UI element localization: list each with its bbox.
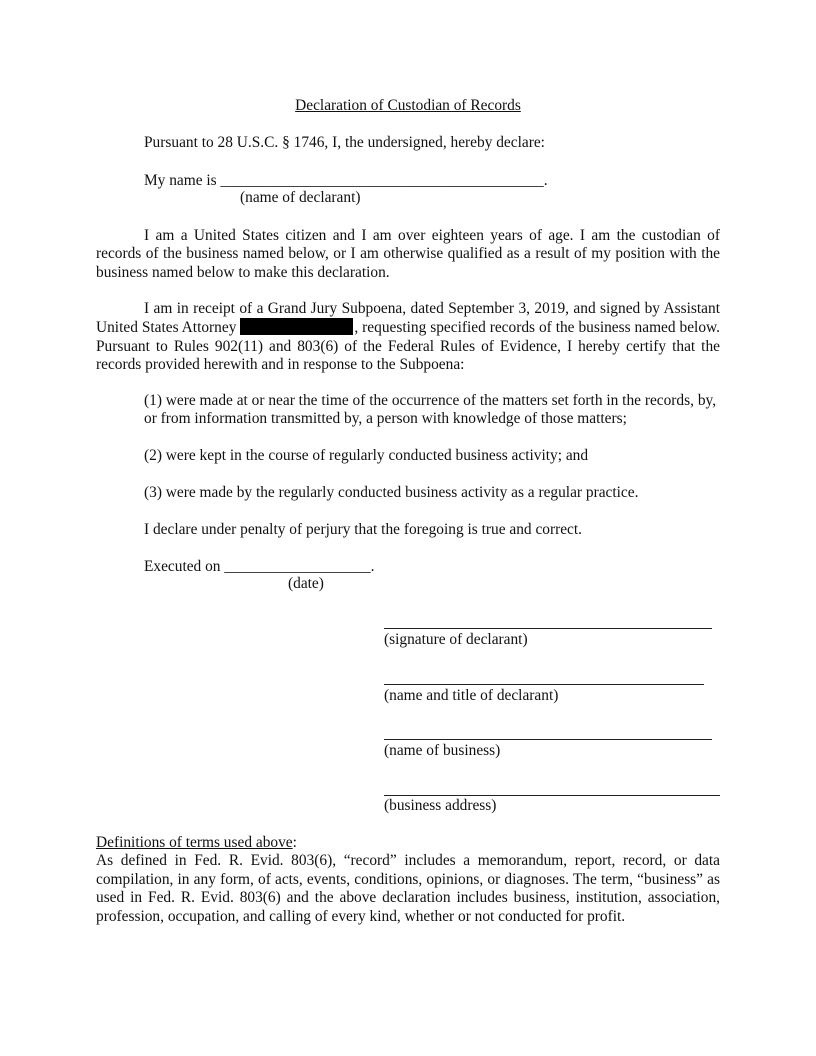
- business-name-caption: (name of business): [384, 742, 501, 759]
- certification-item-3: (3) were made by the regularly conducted business activity as a regular practice.: [144, 484, 639, 501]
- definitions-text: As defined in Fed. R. Evid. 803(6), “record” includes a memorandum, report, record, or data compilation, in any form, of acts, events, conditions, opinions, or diagnoses. The term, “business” as used in Fed. R. Evid. 803(6) and the above declaration includes business, institution, association, profession, occupation, and calling of every kind, whether or not conducted for profit.: [96, 852, 720, 925]
- executed-prefix: Executed on: [144, 558, 221, 575]
- redaction-block: [240, 318, 353, 335]
- subpoena-paragraph: [96, 300, 720, 375]
- executed-date-caption: (date): [288, 575, 324, 592]
- name-suffix: .: [543, 172, 548, 189]
- executed-suffix: .: [370, 558, 375, 575]
- declarant-name-line: [144, 172, 548, 190]
- name-title-line: [384, 684, 704, 685]
- subpoena-text-after: , requesting specified records of the business named below. Pursuant to Rules 902(11) and 803(6) of the Federal Rules of Evidence, I hereby certify that the records provided herewith and in response to the Subpoena:: [96, 319, 720, 374]
- name-title-caption: (name and title of declarant): [384, 687, 559, 704]
- name-prefix: My name is: [144, 172, 217, 189]
- certification-item-2: (2) were kept in the course of regularly conducted business activity; and: [144, 447, 589, 464]
- signature-line: [384, 628, 712, 629]
- intro-statement: Pursuant to 28 U.S.C. § 1746, I, the undersigned, hereby declare:: [144, 134, 545, 151]
- definitions-heading: [96, 834, 297, 852]
- name-blank: __________________________________________: [220, 172, 544, 189]
- document-title: Declaration of Custodian of Records: [295, 97, 521, 114]
- subpoena-text-before: I am in receipt of a Grand Jury Subpoena, dated September 3, 2019, and signed by Assistant United States Attorney: [96, 300, 720, 337]
- business-address-caption: (business address): [384, 797, 497, 814]
- qualification-paragraph: I am a United States citizen and I am over eighteen years of age. I am the custodian of records of the business named below, or I am otherwise qualified as a result of my position with the business named below to make this declaration.: [96, 227, 720, 281]
- signature-caption: (signature of declarant): [384, 631, 528, 648]
- certification-item-1: (1) were made at or near the time of the occurrence of the matters set forth in the records, by, or from information transmitted by, a person with knowledge of those matters;: [144, 392, 717, 428]
- executed-line: [144, 558, 374, 576]
- business-name-line: [384, 739, 712, 740]
- business-address-line: [384, 795, 720, 796]
- perjury-statement: I declare under penalty of perjury that the foregoing is true and correct.: [144, 521, 583, 538]
- declarant-name-caption: (name of declarant): [240, 189, 361, 206]
- definitions-heading-text: Definitions of terms used above: [96, 834, 293, 851]
- executed-blank: ___________________: [224, 558, 371, 575]
- definitions-heading-colon: :: [292, 834, 297, 851]
